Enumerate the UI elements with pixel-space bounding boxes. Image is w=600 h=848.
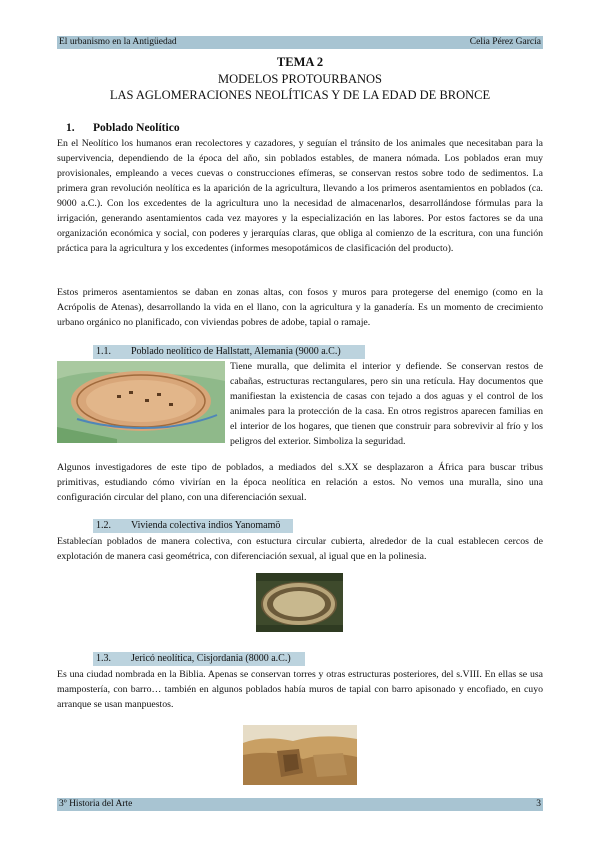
subsection-heading-1-3 <box>93 652 305 666</box>
subsection-number: 1.3. <box>96 653 111 664</box>
subsection-heading-1-2 <box>93 519 293 533</box>
section-heading <box>66 122 180 134</box>
header-left-text: El urbanismo en la Antigüedad <box>59 37 177 47</box>
page-header <box>57 36 543 49</box>
footer-left-text: 3º Historia del Arte <box>59 799 133 809</box>
subsection-number: 1.1. <box>96 346 111 357</box>
subsection-1-2-paragraph: Establecían poblados de manera colectiva, con estuctura circular cubierta, alrededor de la cual establecen cercos de explotación de manera casi geométrica, con diferenciación sexual, al igual que en la polinesia. <box>57 536 543 562</box>
section-paragraph-1: En el Neolítico los humanos eran recolectores y cazadores, y seguían el tránsito de los animales que necesitaban para la supervivencia, dependiendo de la época del año, sin poblados estables, de manera nómada. Los poblados eran muy provisionales, empleando a veces cuevas o construcciones efímeras, se conservan restos sobre todo de sedimentos. La primera gran revolución neolítica es la aparición de la agricultura, llevando a los primeros asentamientos en poblados (ca. 9000 a.C.). Con los excedentes de la agricultura uno la necesidad de almacenarlos, desarrollándose fórmulas para la irrigación, generando asentamientos cada vez mayores y la especialización en las labores. Por estos factores se da una organización económica y social, con poderes y jerarquías claras, que obliga al comienzo de la escritura, con una función práctica para la agricultura y los excedentes (informes mesopotámicos de clasificación del producto). <box>57 138 543 254</box>
topic-title: MODELOS PROTOURBANOS <box>217 72 383 86</box>
subsection-title: Poblado neolítico de Hallstatt, Alemania (9000 a.C.) <box>131 346 341 357</box>
topic-number: TEMA 2 <box>276 55 324 69</box>
subsection-1-1-paragraph-2: Algunos investigadores de este tipo de poblados, a mediados del s.XX se desplazaron a África para buscar tribus primitivas, estudiando cómo vivirían en la época neolítica en relación a estos. No vemos una muralla, sino una configuración circular del plano, con una diferenciación sexual. <box>57 462 543 503</box>
topic-subtitle: LAS AGLOMERACIONES NEOLÍTICAS Y DE LA EDAD DE BRONCE <box>109 88 491 102</box>
hallstatt-map-image <box>57 361 225 443</box>
subsection-number: 1.2. <box>96 520 111 531</box>
yanomami-village-image <box>256 573 343 632</box>
page-number: 3 <box>536 799 541 809</box>
subsection-title: Jericó neolítica, Cisjordania (8000 a.C.) <box>131 653 291 664</box>
subsection-1-1-paragraph: Tiene muralla, que delimita el interior y defiende. Se conservan restos de cabañas, estructuras rectangulares, pero sin una retícula. Hay documentos que manifiestan la existencia de casas con tejado a dos aguas y el control de los animales para la protección de la casa. En otros registros aparecen familias en el interior de los hogares, que tienen que construir para sobrevivir al frío y los peligros del exterior. Simboliza la seguridad. <box>230 361 543 447</box>
section-paragraph-2: Estos primeros asentamientos se daban en zonas altas, con fosos y muros para protegerse del enemigo (como en la Acrópolis de Atenas), desarrollando la vida en el llano, con la agricultura y la ganadería. Es un momento de crecimiento urbano orgánico no planificado, con viviendas pobres de adobe, tapial o ramaje. <box>57 287 543 328</box>
section-title: Poblado Neolítico <box>93 122 180 134</box>
subsection-title: Vivienda colectiva indios Yanomamö <box>131 520 281 531</box>
section-number: 1. <box>66 122 75 134</box>
subsection-heading-1-1 <box>93 345 365 359</box>
header-right-text: Celia Pérez García <box>469 37 541 47</box>
page-footer <box>57 798 543 811</box>
jericho-ruins-image <box>243 725 357 785</box>
subsection-1-3-paragraph: Es una ciudad nombrada en la Biblia. Apenas se conservan torres y otras estructuras posteriores, del s.VIII. En ellas se usa mampostería, con barro… también en algunos poblados había muros de tapial con barro apisonado y encofiado, en cuyo arranque se usan manpuestos. <box>57 669 543 710</box>
